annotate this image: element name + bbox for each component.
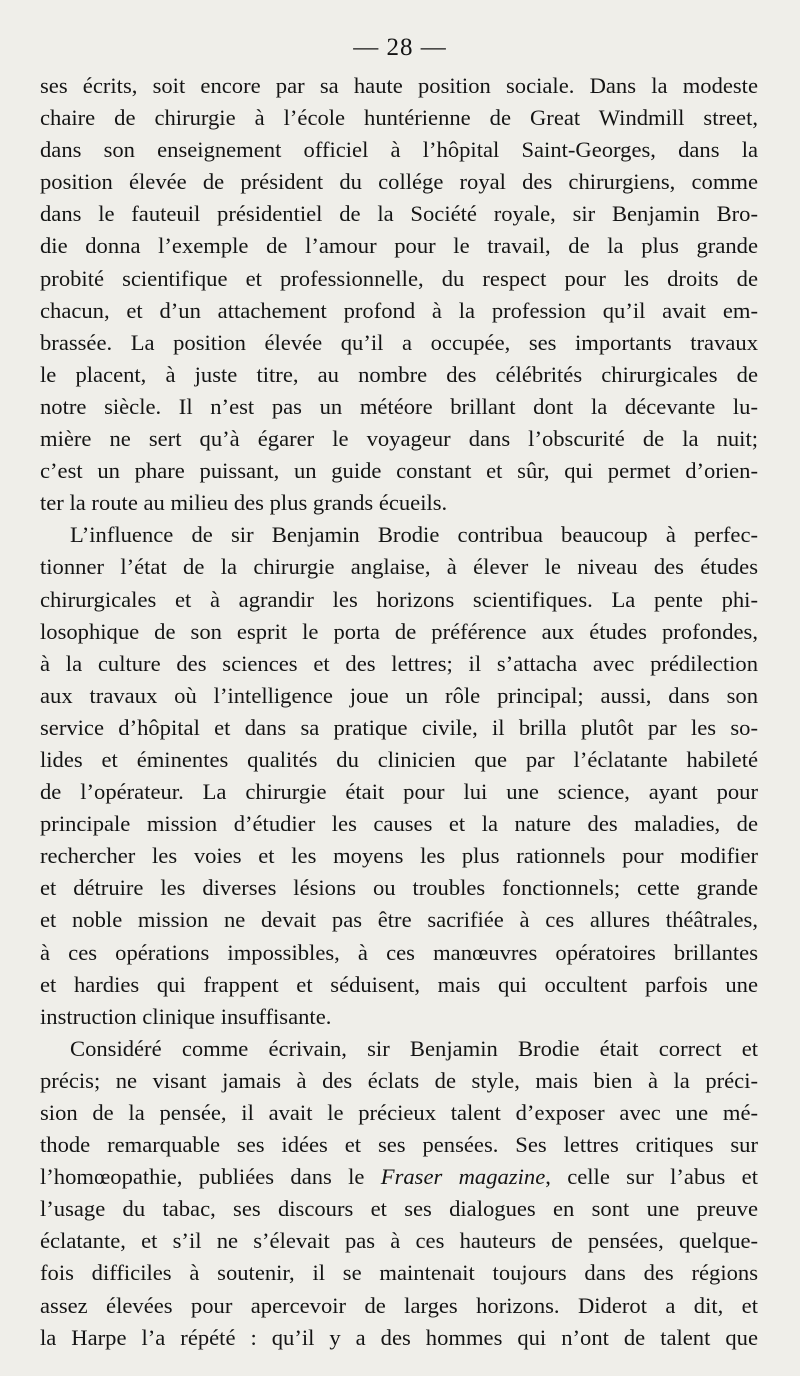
text-line: losophique de son esprit le porta de préférence aux études profondes, <box>40 618 758 644</box>
paragraph-start-line: Considéré comme écrivain, sir Benjamin Brodie était correct et <box>70 1035 758 1061</box>
text-line: brassée. La position élevée qu’il a occupée, ses importants travaux <box>40 329 758 355</box>
magazine-title: Fraser magazine <box>380 1164 546 1190</box>
text-line: rechercher les voies et les moyens les plus rationnels pour modifier <box>40 843 758 869</box>
text-line: à la culture des sciences et des lettres; il s’attacha avec prédilection <box>40 650 758 676</box>
text-line: éclatante, et s’il ne s’élevait pas à ces hauteurs de pensées, quelque- <box>40 1228 758 1254</box>
text-line: chirurgicales et à agrandir les horizons scientifiques. La pente phi- <box>40 586 758 612</box>
text-line: chaire de chirurgie à l’école huntérienne de Great Windmill street, <box>40 105 758 131</box>
text-line: dans le fauteuil présidentiel de la Société royale, sir Benjamin Bro- <box>40 201 758 227</box>
paragraph-start-line: L’influence de sir Benjamin Brodie contribua beaucoup à perfec- <box>70 522 758 548</box>
text-line: position élevée de président du collége royal des chirurgiens, comme <box>40 169 758 195</box>
text-line: précis; ne visant jamais à des éclats de style, mais bien à la préci- <box>40 1067 758 1093</box>
paragraph-end-line: ter la route au milieu des plus grands écueils. <box>40 490 448 516</box>
text-line: à ces opérations impossibles, à ces manœuvres opératoires brillantes <box>40 939 758 965</box>
text-line: le placent, à juste titre, au nombre des célébrités chirurgicales de <box>40 361 758 387</box>
paragraph-end-line: instruction clinique insuffisante. <box>40 1003 332 1029</box>
text-line: et hardies qui frappent et séduisent, mais qui occultent parfois une <box>40 971 758 997</box>
text-line: fois difficiles à soutenir, il se maintenait toujours dans des régions <box>40 1260 758 1286</box>
text-line: et noble mission ne devait pas être sacrifiée à ces allures théâtrales, <box>40 907 758 933</box>
text-line: dans son enseignement officiel à l’hôpital Saint-Georges, dans la <box>40 137 758 163</box>
text-line: aux travaux où l’intelligence joue un rôle principal; aussi, dans son <box>40 682 758 708</box>
text-line: la Harpe l’a répété : qu’il y a des hommes qui n’ont de talent que <box>40 1324 758 1350</box>
text-line: lides et éminentes qualités du clinicien que par l’éclatante habileté <box>40 746 758 772</box>
body-text <box>40 70 758 1354</box>
text-line: de l’opérateur. La chirurgie était pour lui une science, ayant pour <box>40 779 758 805</box>
text-line: principale mission d’étudier les causes et la nature des maladies, de <box>40 811 758 837</box>
text-line: tionner l’état de la chirurgie anglaise, à élever le niveau des études <box>40 554 758 580</box>
text-line: service d’hôpital et dans sa pratique civile, il brilla plutôt par les so- <box>40 714 758 740</box>
text-line: notre siècle. Il n’est pas un météore brillant dont la décevante lu- <box>40 393 758 419</box>
page-number: — 28 — <box>353 34 447 61</box>
text-line: c’est un phare puissant, un guide constant et sûr, qui permet d’orien- <box>40 458 758 484</box>
text-line: assez élevées pour apercevoir de larges horizons. Diderot a dit, et <box>40 1292 758 1318</box>
text-line: l’usage du tabac, ses discours et ses dialogues en sont une preuve <box>40 1196 758 1222</box>
text-line: thode remarquable ses idées et ses pensées. Ses lettres critiques sur <box>40 1132 758 1158</box>
text-line-with-italic <box>40 1161 758 1193</box>
text-fragment: l’homœopathie, publiées dans le <box>40 1164 381 1190</box>
text-line: chacun, et d’un attachement profond à la profession qu’il avait em- <box>40 297 758 323</box>
text-line: mière ne sert qu’à égarer le voyageur dans l’obscurité de la nuit; <box>40 426 758 452</box>
text-line: sion de la pensée, il avait le précieux talent d’exposer avec une mé- <box>40 1100 758 1125</box>
text-line: die donna l’exemple de l’amour pour le travail, de la plus grande <box>40 233 758 259</box>
text-line: probité scientifique et professionnelle, du respect pour les droits de <box>40 265 758 291</box>
text-line: ses écrits, soit encore par sa haute position sociale. Dans la modeste <box>40 73 758 98</box>
text-line: et détruire les diverses lésions ou troubles fonctionnels; cette grande <box>40 875 758 901</box>
text-fragment: , celle sur l’abus et <box>545 1164 758 1190</box>
